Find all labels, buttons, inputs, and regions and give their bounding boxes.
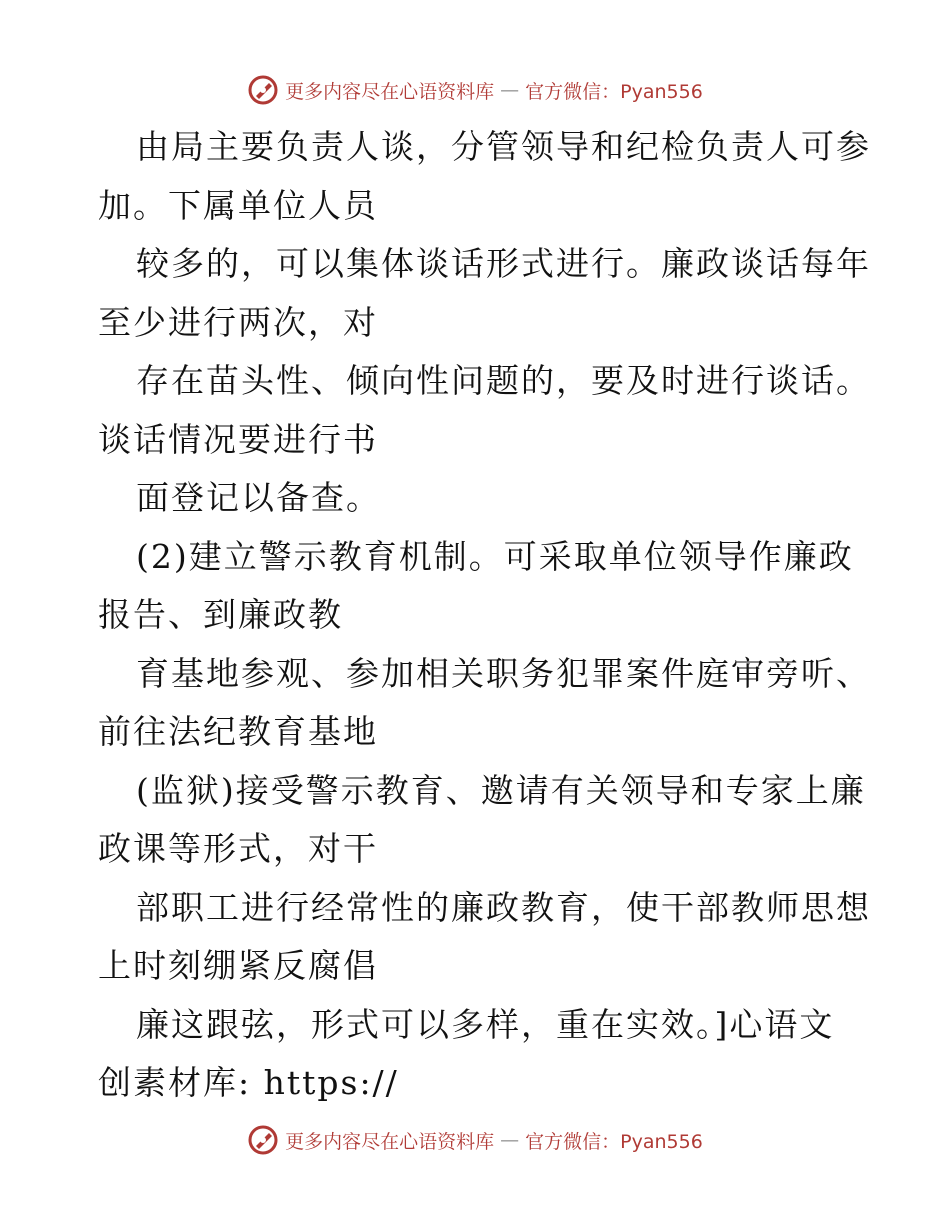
document-body bbox=[98, 118, 878, 1113]
body-line: (2)建立警示教育机制。可采取单位领导作廉政 bbox=[136, 536, 854, 576]
header-dash: — bbox=[500, 79, 520, 101]
body-line: 至少进行两次，对 bbox=[98, 302, 378, 342]
page-header bbox=[0, 70, 950, 110]
footer-dash: — bbox=[500, 1129, 520, 1151]
body-line: 面登记以备查。 bbox=[136, 478, 381, 517]
body-line: 上时刻绷紧反腐倡 bbox=[98, 946, 378, 985]
body-line: 加。下属单位人员 bbox=[98, 185, 378, 225]
body-line: 育基地参观、参加相关职务犯罪案件庭审旁听、 bbox=[136, 653, 871, 693]
brand-logo-icon bbox=[247, 1124, 279, 1156]
body-line: 前往法纪教育基地 bbox=[98, 712, 378, 751]
page-footer bbox=[0, 1120, 950, 1160]
body-line: 政课等形式，对干 bbox=[98, 829, 378, 868]
body-line: 由局主要负责人谈，分管领导和纪检负责人可参 bbox=[136, 127, 871, 166]
footer-wechat-text: 官方微信：Pyan556 bbox=[525, 1130, 703, 1153]
body-line: (监狱)接受警示教育、邀请有关领导和专家上廉 bbox=[136, 770, 866, 810]
body-line: 存在苗头性、倾向性问题的，要及时进行谈话。 bbox=[136, 361, 871, 400]
body-line: 谈话情况要进行书 bbox=[98, 419, 378, 459]
header-promo-text: 更多内容尽在心语资料库 bbox=[285, 80, 495, 103]
body-line: 部职工进行经常性的廉政教育，使干部教师思想 bbox=[136, 887, 871, 927]
body-line: 廉这跟弦，形式可以多样，重在实效。]心语文 bbox=[136, 1004, 835, 1044]
brand-logo-icon bbox=[247, 74, 279, 106]
footer-promo-text: 更多内容尽在心语资料库 bbox=[285, 1130, 495, 1153]
body-line: 报告、到廉政教 bbox=[98, 595, 343, 634]
body-line: 创素材库: https:// bbox=[98, 1063, 399, 1102]
header-wechat-text: 官方微信：Pyan556 bbox=[525, 80, 703, 103]
body-line: 较多的，可以集体谈话形式进行。廉政谈话每年 bbox=[136, 244, 871, 283]
